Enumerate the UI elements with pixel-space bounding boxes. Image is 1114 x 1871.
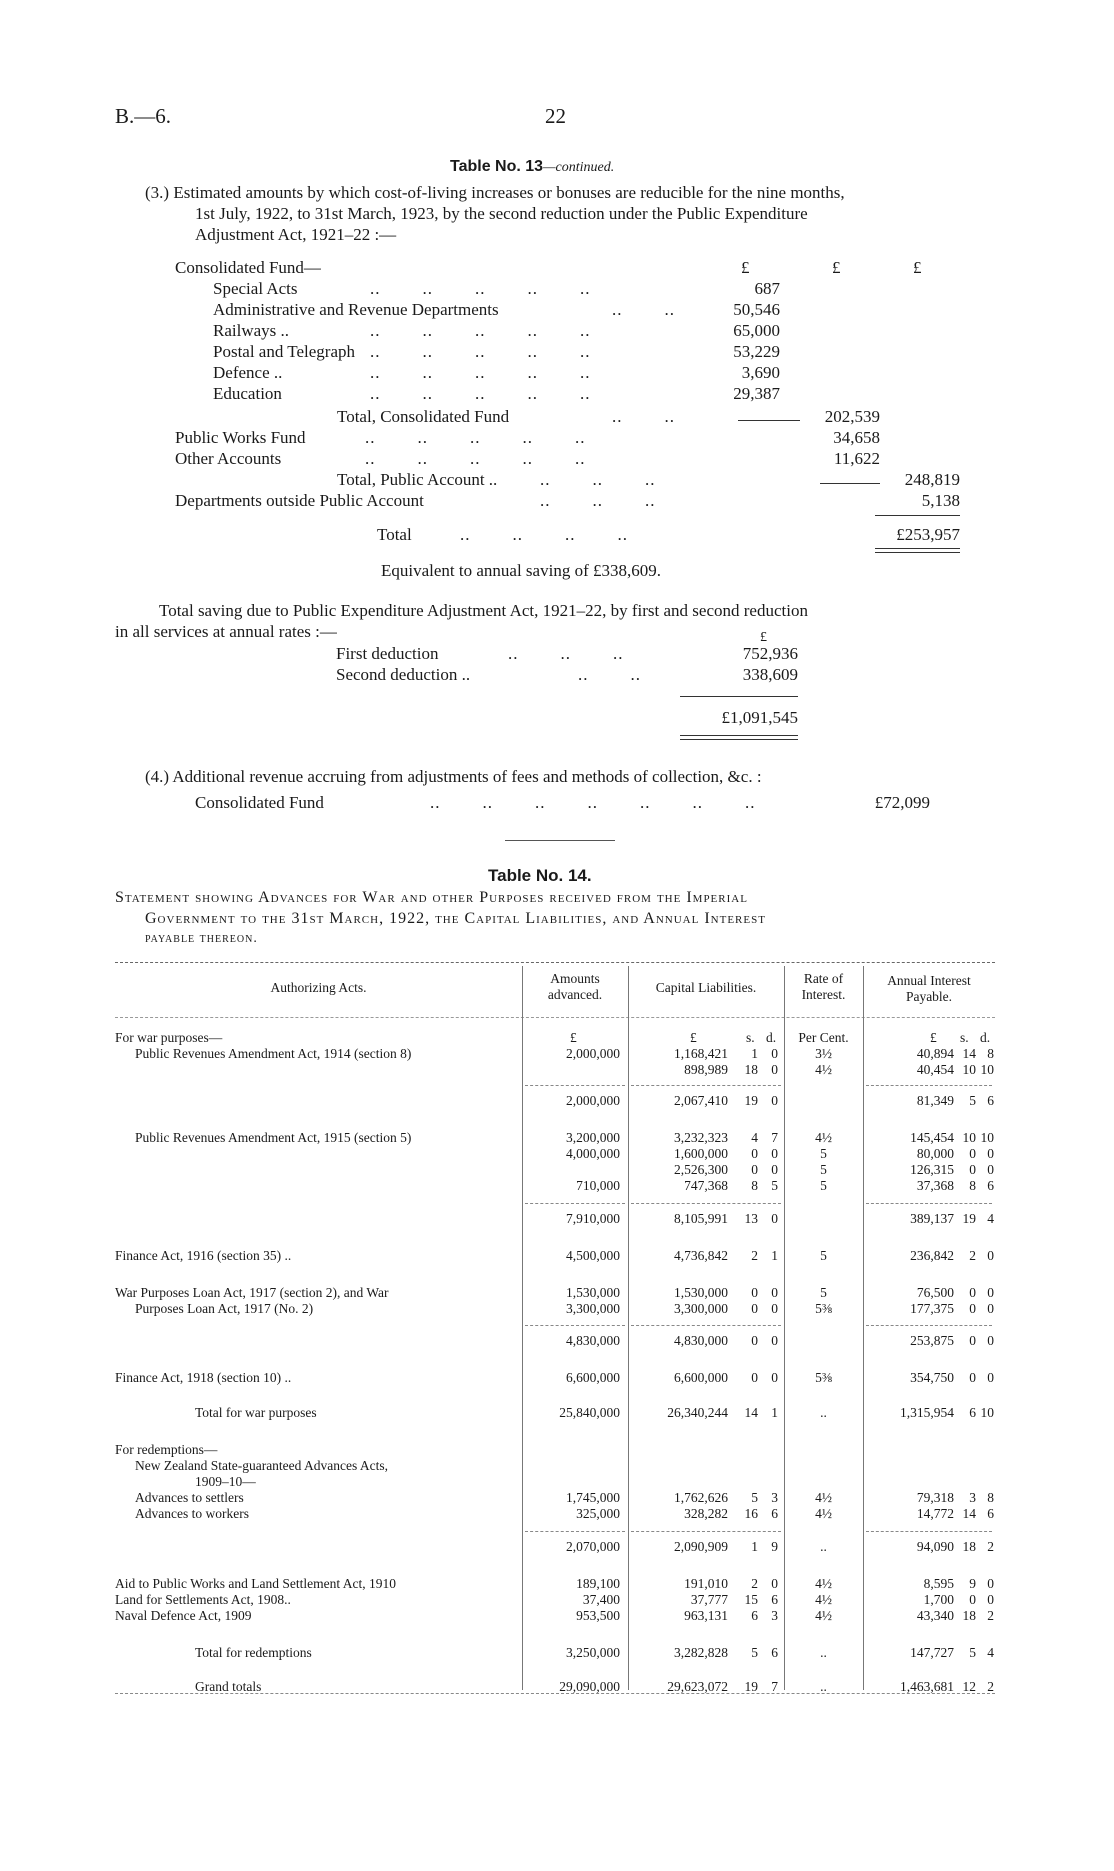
annual-pounds: 40,454 bbox=[916, 1062, 954, 1077]
annual-shillings: 0 bbox=[969, 1370, 976, 1385]
capital-pounds: 898,989 bbox=[684, 1062, 728, 1077]
annual-pence: 10 bbox=[980, 1405, 994, 1420]
t13-departments-outside: Departments outside Public Account bbox=[175, 491, 424, 510]
t13-total-public-account-value: 248,819 bbox=[904, 470, 960, 489]
rule bbox=[680, 735, 798, 736]
annual-pence: 0 bbox=[987, 1576, 994, 1591]
subtotal-rule bbox=[866, 1531, 992, 1532]
t13-total-consolidated-value: 202,539 bbox=[824, 407, 880, 426]
interest-rate: 5 bbox=[820, 1162, 827, 1177]
annual-shillings: 0 bbox=[969, 1592, 976, 1607]
amount-advanced: 29,090,000 bbox=[559, 1679, 620, 1694]
annual-shillings: 0 bbox=[969, 1301, 976, 1316]
interest-rate: .. bbox=[820, 1405, 827, 1420]
capital-shillings: 4 bbox=[751, 1130, 758, 1145]
capital-pence: 1 bbox=[771, 1405, 778, 1420]
row-label: Purposes Loan Act, 1917 (No. 2) bbox=[135, 1301, 314, 1316]
row-label: Grand totals bbox=[195, 1679, 262, 1694]
annual-pence: 0 bbox=[987, 1162, 994, 1177]
capital-pounds: 963,131 bbox=[684, 1608, 728, 1623]
t13-item-label: Postal and Telegraph bbox=[213, 342, 356, 361]
capital-pence: 6 bbox=[771, 1506, 778, 1521]
capital-pounds: 6,600,000 bbox=[674, 1370, 728, 1385]
annual-pounds: 40,894 bbox=[916, 1046, 954, 1061]
annual-shillings: 3 bbox=[969, 1490, 976, 1505]
dot-leader: .. .. .. bbox=[508, 644, 624, 663]
annual-pounds: 1,700 bbox=[923, 1592, 954, 1607]
col-divider bbox=[863, 966, 864, 1690]
subtotal-rule bbox=[631, 1085, 781, 1086]
subtotal-rule bbox=[866, 1085, 992, 1086]
annual-pounds: 354,750 bbox=[910, 1370, 954, 1385]
capital-pounds: 8,105,991 bbox=[674, 1211, 728, 1226]
dot-leader: .. .. .. bbox=[540, 470, 656, 489]
t13-item-label: Administrative and Revenue Departments bbox=[213, 300, 499, 319]
interest-rate: .. bbox=[820, 1645, 827, 1660]
t13-other-accounts-value: 11,622 bbox=[833, 449, 880, 468]
annual-shillings: 9 bbox=[969, 1576, 976, 1591]
capital-pounds: 1,168,421 bbox=[674, 1046, 728, 1061]
amount-advanced: 7,910,000 bbox=[566, 1211, 620, 1226]
interest-rate: 5⅜ bbox=[815, 1370, 832, 1385]
rule bbox=[680, 696, 798, 697]
annual-pounds: 8,595 bbox=[923, 1576, 954, 1591]
annual-shillings: 18 bbox=[962, 1608, 976, 1623]
interest-rate: 5⅜ bbox=[815, 1301, 832, 1316]
annual-pounds: 1,463,681 bbox=[900, 1679, 954, 1694]
table13-title: Table No. 13—continued. bbox=[450, 158, 615, 175]
annual-pence: 4 bbox=[987, 1211, 994, 1226]
capital-pounds: 1,600,000 bbox=[674, 1146, 728, 1161]
subtotal-rule bbox=[525, 1085, 625, 1086]
t14-statement-line3: payable thereon. bbox=[145, 931, 258, 946]
row-label: Finance Act, 1918 (section 10) .. bbox=[115, 1370, 292, 1385]
dot-leader: .. .. .. .. .. bbox=[370, 384, 591, 403]
t13-item-label: Railways .. bbox=[213, 321, 290, 340]
capital-shillings: 0 bbox=[751, 1333, 758, 1348]
capital-pence: 0 bbox=[771, 1285, 778, 1300]
amount-advanced: 2,000,000 bbox=[566, 1093, 620, 1108]
annual-shillings: 8 bbox=[969, 1178, 976, 1193]
page-number: 22 bbox=[545, 104, 566, 128]
t13-total-saving-line1: Total saving due to Public Expenditure Adjustment Act, 1921–22, by first and second reduction bbox=[159, 601, 808, 620]
dot-leader: .. .. .. .. .. bbox=[370, 342, 591, 361]
annual-pounds: 14,772 bbox=[916, 1506, 954, 1521]
row-label: For redemptions— bbox=[115, 1442, 218, 1457]
capital-shillings: 5 bbox=[751, 1490, 758, 1505]
unit-pound: £ bbox=[690, 1030, 697, 1045]
annual-pounds: 79,318 bbox=[916, 1490, 954, 1505]
t13-item-value: 29,387 bbox=[733, 384, 780, 403]
t13-section3-line1: (3.) Estimated amounts by which cost-of-living increases or bonuses are reducible for the nine months, bbox=[145, 183, 845, 202]
header-payable: Payable. bbox=[905, 989, 953, 1004]
interest-rate: .. bbox=[820, 1539, 827, 1554]
rule bbox=[875, 548, 960, 549]
capital-pounds: 4,736,842 bbox=[674, 1248, 728, 1263]
t14-statement-line1: Statement showing Advances for War and other Purposes received from the Imperial bbox=[115, 889, 748, 906]
capital-shillings: 13 bbox=[744, 1211, 758, 1226]
dot-leader: .. .. .. .. .. bbox=[370, 321, 591, 340]
rule bbox=[680, 739, 798, 740]
capital-shillings: 18 bbox=[744, 1062, 758, 1077]
t13-currency-col2: £ bbox=[832, 258, 841, 277]
t13-item-value: 65,000 bbox=[733, 321, 780, 340]
amount-advanced: 1,745,000 bbox=[566, 1490, 620, 1505]
t13-total: Total bbox=[377, 525, 412, 544]
capital-pence: 0 bbox=[771, 1333, 778, 1348]
annual-shillings: 18 bbox=[962, 1539, 976, 1554]
dot-leader: .. .. .. .. .. bbox=[365, 449, 586, 468]
rule bbox=[875, 552, 960, 553]
t13-currency-col3: £ bbox=[913, 258, 922, 277]
interest-rate: 5 bbox=[820, 1248, 827, 1263]
capital-pence: 6 bbox=[771, 1592, 778, 1607]
unit-pence: d. bbox=[766, 1030, 777, 1045]
t13-item-value: 53,229 bbox=[733, 342, 780, 361]
capital-shillings: 15 bbox=[744, 1592, 758, 1607]
capital-shillings: 19 bbox=[744, 1679, 758, 1694]
t13-currency-small: £ bbox=[760, 630, 767, 645]
dot-leader: .. .. .. .. .. bbox=[370, 279, 591, 298]
annual-shillings: 19 bbox=[962, 1211, 976, 1226]
interest-rate: 4½ bbox=[815, 1506, 832, 1521]
header-amounts: Amounts bbox=[550, 971, 600, 986]
capital-shillings: 5 bbox=[751, 1645, 758, 1660]
interest-rate: 5 bbox=[820, 1285, 827, 1300]
annual-pence: 0 bbox=[987, 1146, 994, 1161]
t13-item-value: 50,546 bbox=[733, 300, 780, 319]
capital-pence: 0 bbox=[771, 1062, 778, 1077]
t13-total-value: £253,957 bbox=[896, 525, 960, 544]
t13-item-label: Defence .. bbox=[213, 363, 283, 382]
amount-advanced: 37,400 bbox=[582, 1592, 620, 1607]
capital-pence: 7 bbox=[771, 1679, 778, 1694]
capital-shillings: 19 bbox=[744, 1093, 758, 1108]
capital-pounds: 328,282 bbox=[684, 1506, 728, 1521]
unit-pound: £ bbox=[930, 1030, 937, 1045]
dot-leader: .. .. bbox=[612, 407, 675, 426]
amount-advanced: 3,200,000 bbox=[566, 1130, 620, 1145]
annual-pounds: 147,727 bbox=[910, 1645, 954, 1660]
annual-pence: 10 bbox=[980, 1130, 994, 1145]
interest-rate: 5 bbox=[820, 1146, 827, 1161]
interest-rate: 4½ bbox=[815, 1592, 832, 1607]
capital-pounds: 3,282,828 bbox=[674, 1645, 728, 1660]
annual-pounds: 1,315,954 bbox=[900, 1405, 954, 1420]
t13-section3-line2: 1st July, 1922, to 31st March, 1923, by the second reduction under the Public Expenditure bbox=[195, 204, 808, 223]
dot-leader: .. .. .. .. .. bbox=[370, 363, 591, 382]
t13-equivalent-saving: Equivalent to annual saving of £338,609. bbox=[381, 561, 661, 580]
amount-advanced: 4,000,000 bbox=[566, 1146, 620, 1161]
annual-pence: 6 bbox=[987, 1093, 994, 1108]
annual-pence: 0 bbox=[987, 1333, 994, 1348]
amount-advanced: 4,830,000 bbox=[566, 1333, 620, 1348]
annual-pounds: 43,340 bbox=[916, 1608, 954, 1623]
annual-pounds: 94,090 bbox=[916, 1539, 954, 1554]
row-label: Public Revenues Amendment Act, 1914 (section 8) bbox=[135, 1046, 412, 1061]
row-label: Total for redemptions bbox=[195, 1645, 312, 1660]
amount-advanced: 3,300,000 bbox=[566, 1301, 620, 1316]
subtotal-rule bbox=[631, 1531, 781, 1532]
capital-pence: 0 bbox=[771, 1146, 778, 1161]
t13-sum-value: £1,091,545 bbox=[721, 708, 798, 727]
unit-per-cent: Per Cent. bbox=[798, 1030, 849, 1045]
capital-shillings: 0 bbox=[751, 1162, 758, 1177]
capital-pence: 1 bbox=[771, 1248, 778, 1263]
unit-pound: £ bbox=[570, 1030, 577, 1045]
t13-first-deduction-value: 752,936 bbox=[742, 644, 798, 663]
amount-advanced: 189,100 bbox=[576, 1576, 620, 1591]
interest-rate: 5 bbox=[820, 1178, 827, 1193]
interest-rate: 4½ bbox=[815, 1490, 832, 1505]
annual-pence: 2 bbox=[987, 1679, 994, 1694]
capital-pence: 0 bbox=[771, 1046, 778, 1061]
annual-pounds: 80,000 bbox=[916, 1146, 954, 1161]
t13-section3-line3: Adjustment Act, 1921–22 :— bbox=[195, 225, 397, 244]
row-label: War Purposes Loan Act, 1917 (section 2), and War bbox=[115, 1285, 389, 1300]
t13-total-consolidated: Total, Consolidated Fund bbox=[337, 407, 510, 426]
row-label: New Zealand State-guaranteed Advances Acts, bbox=[135, 1458, 389, 1473]
annual-pounds: 253,875 bbox=[910, 1333, 954, 1348]
section-divider bbox=[505, 840, 615, 841]
t13-public-works-fund: Public Works Fund bbox=[175, 428, 306, 447]
t13-second-deduction-value: 338,609 bbox=[742, 665, 798, 684]
annual-shillings: 14 bbox=[962, 1506, 976, 1521]
subtotal-rule bbox=[525, 1203, 625, 1204]
annual-pence: 8 bbox=[987, 1490, 994, 1505]
capital-pounds: 3,300,000 bbox=[674, 1301, 728, 1316]
subtotal-rule bbox=[631, 1203, 781, 1204]
capital-pence: 3 bbox=[771, 1608, 778, 1623]
capital-shillings: 6 bbox=[751, 1608, 758, 1623]
capital-pounds: 2,090,909 bbox=[674, 1539, 728, 1554]
capital-pence: 0 bbox=[771, 1576, 778, 1591]
t13-section4-label: Consolidated Fund bbox=[195, 793, 324, 812]
annual-shillings: 12 bbox=[962, 1679, 976, 1694]
capital-pounds: 747,368 bbox=[684, 1178, 728, 1193]
t13-item-value: 687 bbox=[754, 279, 780, 298]
annual-shillings: 5 bbox=[969, 1093, 976, 1108]
annual-shillings: 10 bbox=[962, 1062, 976, 1077]
table-top-rule bbox=[115, 962, 995, 963]
capital-pence: 7 bbox=[771, 1130, 778, 1145]
capital-shillings: 1 bbox=[751, 1046, 758, 1061]
amount-advanced: 2,070,000 bbox=[566, 1539, 620, 1554]
dot-leader: .. .. .. .. .. bbox=[365, 428, 586, 447]
dot-leader: .. .. bbox=[612, 300, 675, 319]
capital-pence: 6 bbox=[771, 1645, 778, 1660]
rule bbox=[875, 515, 960, 516]
interest-rate: .. bbox=[820, 1679, 827, 1694]
capital-pence: 3 bbox=[771, 1490, 778, 1505]
dot-leader: .. .. .. bbox=[540, 491, 656, 510]
annual-pence: 2 bbox=[987, 1608, 994, 1623]
capital-pounds: 4,830,000 bbox=[674, 1333, 728, 1348]
annual-pence: 4 bbox=[987, 1645, 994, 1660]
dot-leader: .. .. bbox=[578, 665, 641, 684]
dot-leader: .. .. .. .. bbox=[460, 525, 628, 544]
interest-rate: 3½ bbox=[815, 1046, 832, 1061]
annual-shillings: 14 bbox=[962, 1046, 976, 1061]
capital-pounds: 1,762,626 bbox=[674, 1490, 728, 1505]
t13-item-value: 3,690 bbox=[741, 363, 780, 382]
t13-section4-value: £72,099 bbox=[874, 793, 930, 812]
t13-total-public-account: Total, Public Account .. bbox=[337, 470, 498, 489]
annual-pence: 0 bbox=[987, 1248, 994, 1263]
unit-shillings: s. bbox=[746, 1030, 755, 1045]
capital-pence: 0 bbox=[771, 1370, 778, 1385]
capital-pence: 9 bbox=[771, 1539, 778, 1554]
subtotal-rule bbox=[525, 1325, 625, 1326]
annual-pounds: 145,454 bbox=[910, 1130, 954, 1145]
capital-pence: 0 bbox=[771, 1301, 778, 1316]
capital-pounds: 191,010 bbox=[684, 1576, 728, 1591]
capital-pounds: 26,340,244 bbox=[667, 1405, 728, 1420]
t13-currency-col1: £ bbox=[741, 258, 750, 277]
capital-shillings: 14 bbox=[744, 1405, 758, 1420]
annual-pounds: 81,349 bbox=[916, 1093, 954, 1108]
row-label: Finance Act, 1916 (section 35) .. bbox=[115, 1248, 292, 1263]
annual-shillings: 6 bbox=[969, 1405, 976, 1420]
t14-statement-line2: Government to the 31st March, 1922, the Capital Liabilities, and Annual Interest bbox=[145, 910, 766, 927]
row-label: For war purposes— bbox=[115, 1030, 223, 1045]
t13-total-saving-line2: in all services at annual rates :— bbox=[115, 622, 337, 641]
capital-pounds: 29,623,072 bbox=[667, 1679, 728, 1694]
annual-pounds: 126,315 bbox=[910, 1162, 954, 1177]
capital-pence: 0 bbox=[771, 1211, 778, 1226]
t13-public-works-value: 34,658 bbox=[833, 428, 880, 447]
capital-shillings: 1 bbox=[751, 1539, 758, 1554]
annual-pence: 8 bbox=[987, 1046, 994, 1061]
capital-pounds: 2,067,410 bbox=[674, 1093, 728, 1108]
annual-pence: 0 bbox=[987, 1301, 994, 1316]
amount-advanced: 25,840,000 bbox=[559, 1405, 620, 1420]
annual-shillings: 0 bbox=[969, 1146, 976, 1161]
unit-pence: d. bbox=[980, 1030, 991, 1045]
header-authorizing-acts: Authorizing Acts. bbox=[270, 980, 367, 995]
row-label: Total for war purposes bbox=[195, 1405, 317, 1420]
annual-pence: 0 bbox=[987, 1370, 994, 1385]
annual-shillings: 2 bbox=[969, 1248, 976, 1263]
t13-second-deduction: Second deduction .. bbox=[336, 665, 471, 684]
capital-shillings: 0 bbox=[751, 1301, 758, 1316]
annual-pounds: 236,842 bbox=[910, 1248, 954, 1263]
subtotal-rule bbox=[866, 1325, 992, 1326]
capital-pence: 0 bbox=[771, 1093, 778, 1108]
row-label: Advances to settlers bbox=[135, 1490, 244, 1505]
t13-item-label: Special Acts bbox=[213, 279, 298, 298]
capital-shillings: 0 bbox=[751, 1370, 758, 1385]
row-label: Advances to workers bbox=[135, 1506, 249, 1521]
unit-shillings: s. bbox=[960, 1030, 969, 1045]
page-ref: B.—6. bbox=[115, 104, 172, 128]
annual-pence: 2 bbox=[987, 1539, 994, 1554]
table14-title: Table No. 14. bbox=[488, 866, 592, 885]
header-advanced: advanced. bbox=[547, 987, 603, 1002]
annual-pounds: 76,500 bbox=[916, 1285, 954, 1300]
capital-shillings: 2 bbox=[751, 1576, 758, 1591]
row-label: 1909–10— bbox=[195, 1474, 256, 1489]
interest-rate: 4½ bbox=[815, 1062, 832, 1077]
amount-advanced: 3,250,000 bbox=[566, 1645, 620, 1660]
annual-pence: 0 bbox=[987, 1285, 994, 1300]
t13-item-label: Education bbox=[213, 384, 282, 403]
row-label: Naval Defence Act, 1909 bbox=[115, 1608, 252, 1623]
subtotal-rule bbox=[525, 1531, 625, 1532]
row-label: Public Revenues Amendment Act, 1915 (section 5) bbox=[135, 1130, 412, 1145]
capital-shillings: 2 bbox=[751, 1248, 758, 1263]
header-capital-liabilities: Capital Liabilities. bbox=[655, 980, 757, 995]
amount-advanced: 325,000 bbox=[576, 1506, 620, 1521]
interest-rate: 4½ bbox=[815, 1576, 832, 1591]
capital-pence: 0 bbox=[771, 1162, 778, 1177]
capital-pence: 5 bbox=[771, 1178, 778, 1193]
interest-rate: 4½ bbox=[815, 1130, 832, 1145]
annual-shillings: 0 bbox=[969, 1285, 976, 1300]
amount-advanced: 953,500 bbox=[576, 1608, 620, 1623]
annual-shillings: 0 bbox=[969, 1162, 976, 1177]
annual-shillings: 10 bbox=[962, 1130, 976, 1145]
subtotal-rule bbox=[631, 1325, 781, 1326]
capital-pounds: 3,232,323 bbox=[674, 1130, 728, 1145]
amount-advanced: 6,600,000 bbox=[566, 1370, 620, 1385]
capital-shillings: 8 bbox=[751, 1178, 758, 1193]
amount-advanced: 1,530,000 bbox=[566, 1285, 620, 1300]
t13-departments-outside-value: 5,138 bbox=[921, 491, 960, 510]
annual-pounds: 177,375 bbox=[910, 1301, 954, 1316]
annual-pence: 6 bbox=[987, 1506, 994, 1521]
annual-pence: 6 bbox=[987, 1178, 994, 1193]
annual-shillings: 0 bbox=[969, 1333, 976, 1348]
header-rate-of: Rate of bbox=[803, 971, 844, 986]
amount-advanced: 710,000 bbox=[576, 1178, 620, 1193]
t13-other-accounts: Other Accounts bbox=[175, 449, 282, 468]
annual-shillings: 5 bbox=[969, 1645, 976, 1660]
capital-shillings: 16 bbox=[744, 1506, 758, 1521]
capital-pounds: 2,526,300 bbox=[674, 1162, 728, 1177]
annual-pence: 10 bbox=[980, 1062, 994, 1077]
interest-rate: 4½ bbox=[815, 1608, 832, 1623]
t13-first-deduction: First deduction bbox=[336, 644, 439, 663]
capital-pounds: 37,777 bbox=[690, 1592, 728, 1607]
header-interest: Interest. bbox=[801, 987, 846, 1002]
annual-pence: 0 bbox=[987, 1592, 994, 1607]
capital-pounds: 1,530,000 bbox=[674, 1285, 728, 1300]
amount-advanced: 2,000,000 bbox=[566, 1046, 620, 1061]
header-annual-interest: Annual Interest bbox=[887, 973, 971, 988]
capital-shillings: 0 bbox=[751, 1285, 758, 1300]
row-label: Land for Settlements Act, 1908.. bbox=[115, 1592, 291, 1607]
subtotal-rule bbox=[866, 1203, 992, 1204]
dot-leader: .. .. .. .. .. .. .. bbox=[430, 793, 756, 812]
capital-shillings: 0 bbox=[751, 1146, 758, 1161]
t13-section4: (4.) Additional revenue accruing from adjustments of fees and methods of collection, &c. : bbox=[145, 767, 762, 786]
row-label: Aid to Public Works and Land Settlement Act, 1910 bbox=[115, 1576, 397, 1591]
t13-consolidated-fund: Consolidated Fund— bbox=[175, 258, 321, 277]
annual-pounds: 389,137 bbox=[910, 1211, 954, 1226]
amount-advanced: 4,500,000 bbox=[566, 1248, 620, 1263]
annual-pounds: 37,368 bbox=[916, 1178, 954, 1193]
